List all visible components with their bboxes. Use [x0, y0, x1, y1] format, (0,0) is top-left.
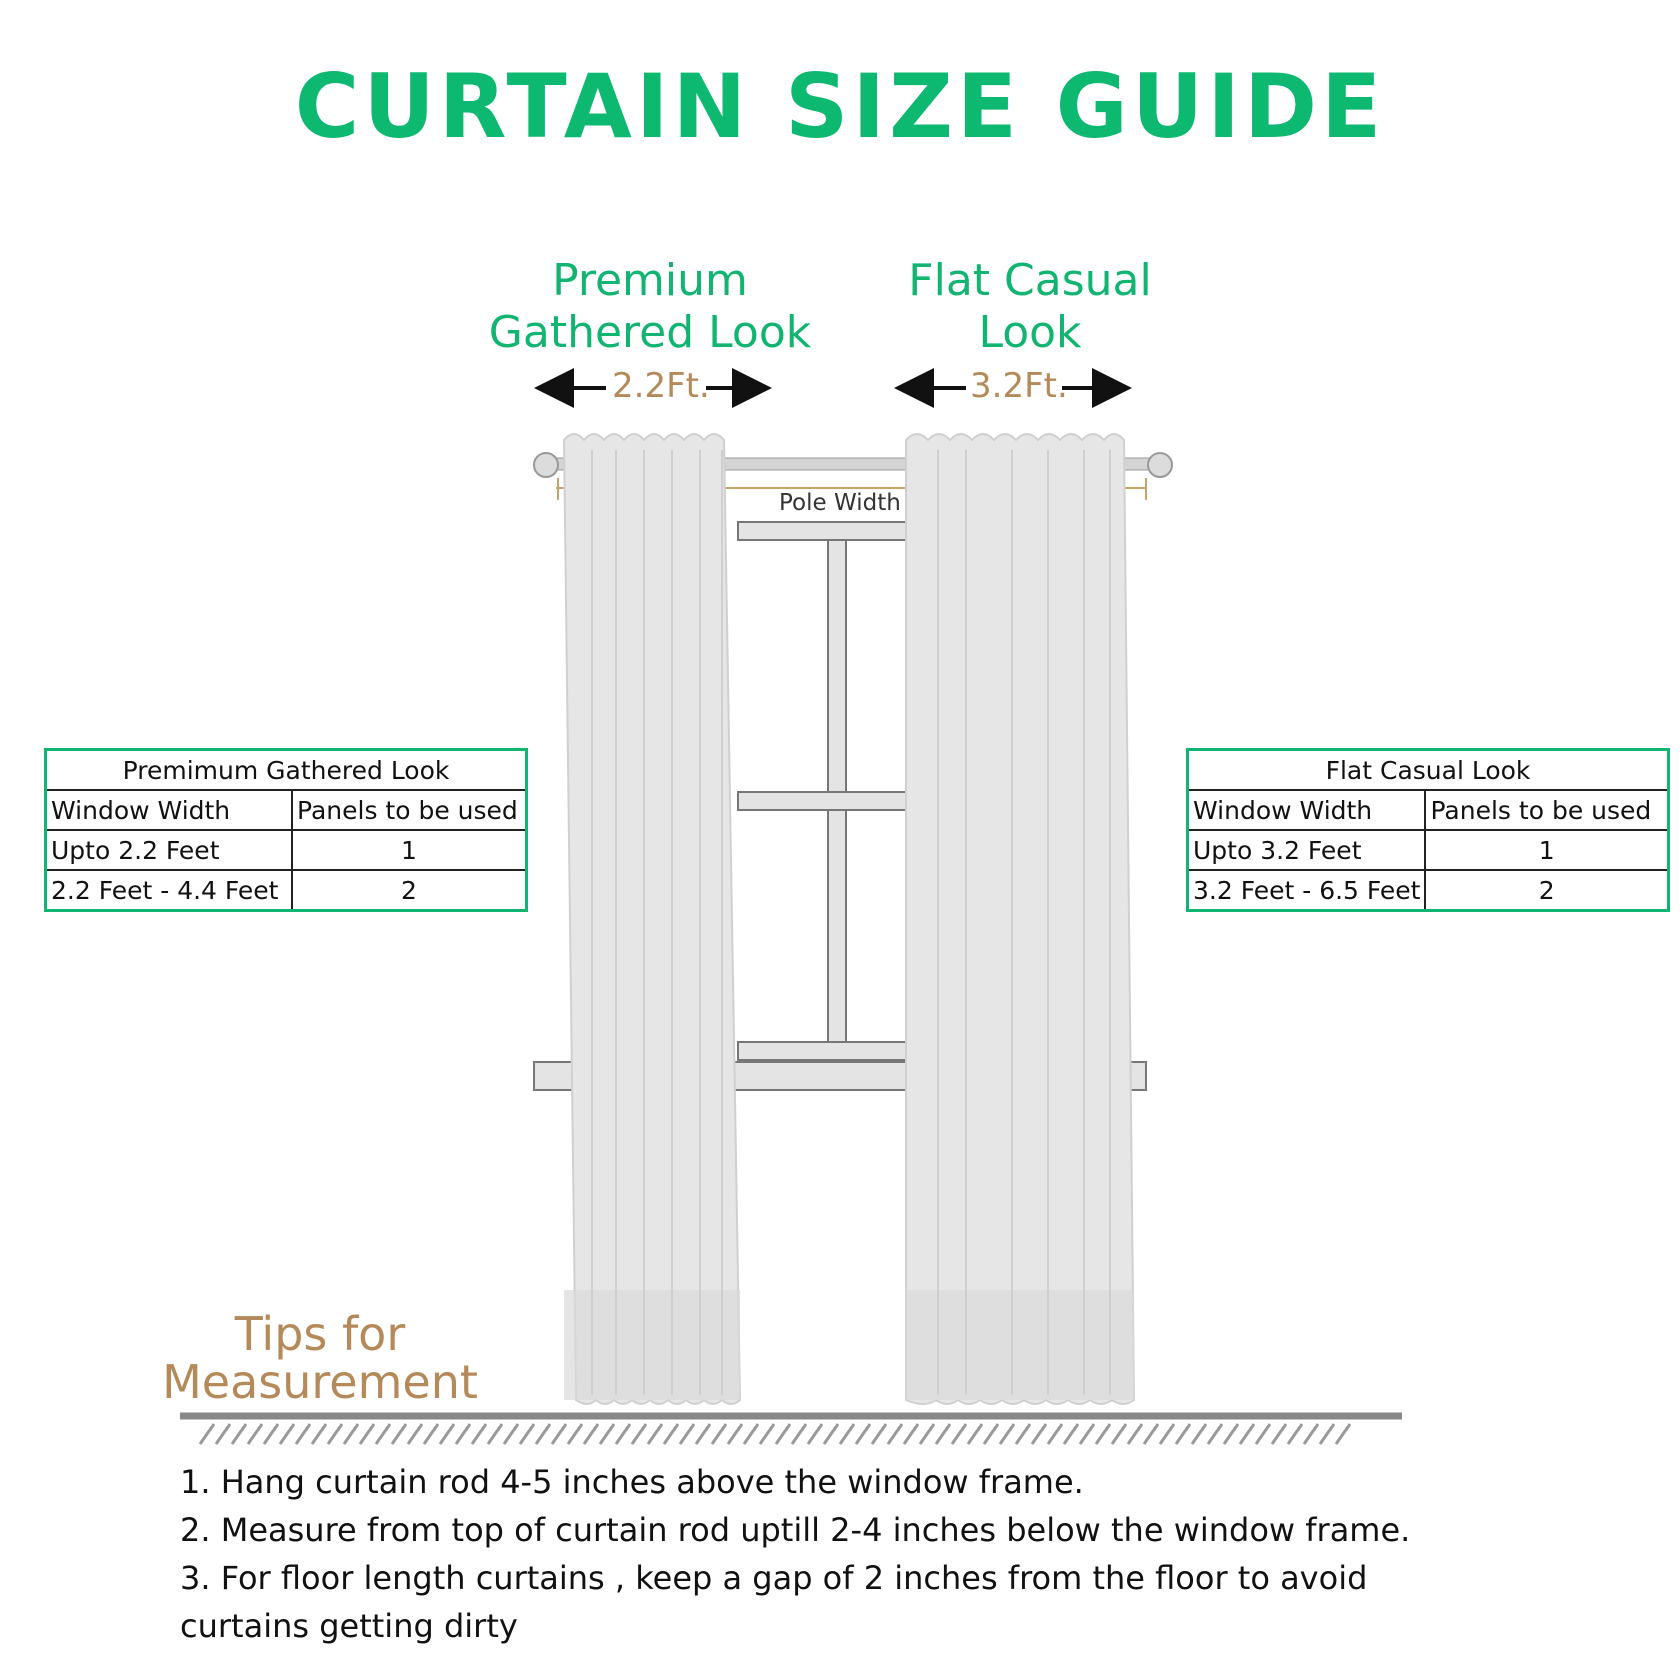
tips-heading-line1: Tips for: [234, 1307, 406, 1361]
floor-hatch-mark: [1224, 1424, 1238, 1444]
floor-hatch-mark: [840, 1424, 854, 1444]
floor-hatch-mark: [440, 1424, 454, 1444]
premium-look-table: [44, 748, 528, 912]
floor-hatch-mark: [424, 1424, 438, 1444]
floor-hatch-mark: [200, 1424, 214, 1444]
flat-table-header-panels: Panels to be used: [1425, 790, 1668, 830]
floor-hatch-mark: [664, 1424, 678, 1444]
premium-look-label-line2: Gathered Look: [488, 307, 812, 358]
floor-hatch-mark: [904, 1424, 918, 1444]
flat-row2-panels: 2: [1425, 870, 1668, 911]
floor-hatch-mark: [1304, 1424, 1318, 1444]
floor-hatch-mark: [680, 1424, 694, 1444]
floor-hatch-mark: [376, 1424, 390, 1444]
table-row: [1188, 870, 1669, 911]
list-item: 1. Hang curtain rod 4-5 inches above the window frame.: [180, 1463, 1084, 1501]
floor-hatch-mark: [1160, 1424, 1174, 1444]
floor-hatch-mark: [1320, 1424, 1334, 1444]
floor-hatch-mark: [936, 1424, 950, 1444]
floor-hatch-mark: [824, 1424, 838, 1444]
page-title: CURTAIN SIZE GUIDE: [294, 55, 1386, 158]
floor-hatch-mark: [1192, 1424, 1206, 1444]
floor-hatch-mark: [392, 1424, 406, 1444]
floor-hatch-mark: [984, 1424, 998, 1444]
floor-hatch-mark: [472, 1424, 486, 1444]
floor-hatch-mark: [296, 1424, 310, 1444]
flat-width-value: 3.2Ft.: [970, 366, 1068, 406]
floor-hatch-mark: [1096, 1424, 1110, 1444]
floor-hatch-mark: [872, 1424, 886, 1444]
floor-hatch-mark: [1016, 1424, 1030, 1444]
premium-row1-panels: 1: [292, 830, 527, 870]
flat-look-table: [1186, 748, 1670, 912]
premium-width-value: 2.2Ft.: [612, 366, 710, 406]
tips-heading-line2: Measurement: [162, 1355, 478, 1409]
floor-hatch-mark: [632, 1424, 646, 1444]
floor-hatch-mark: [1000, 1424, 1014, 1444]
list-item: curtains getting dirty: [180, 1607, 518, 1645]
floor-hatch-mark: [1112, 1424, 1126, 1444]
floor-hatch-mark: [568, 1424, 582, 1444]
premium-look-label-line1: Premium: [552, 255, 748, 306]
premium-table-caption: Premimum Gathered Look: [46, 750, 527, 791]
floor-hatch-mark: [456, 1424, 470, 1444]
floor-hatch-mark: [1048, 1424, 1062, 1444]
pole-width-label: Pole Width: [776, 490, 904, 516]
flat-row2-width: 3.2 Feet - 6.5 Feet: [1188, 870, 1426, 911]
floor-hatch-mark: [1080, 1424, 1094, 1444]
table-row: [46, 870, 527, 911]
list-item: 2. Measure from top of curtain rod uptill 2-4 inches below the window frame.: [180, 1511, 1411, 1549]
floor-hatch-mark: [712, 1424, 726, 1444]
floor-hatch-mark: [248, 1424, 262, 1444]
floor-hatch-mark: [264, 1424, 278, 1444]
floor-hatch-mark: [1272, 1424, 1286, 1444]
floor-hatch-mark: [584, 1424, 598, 1444]
tips-heading: [150, 1307, 490, 1409]
floor-hatch-mark: [1176, 1424, 1190, 1444]
floor-hatch-mark: [1208, 1424, 1222, 1444]
floor-hatch-mark: [408, 1424, 422, 1444]
flat-table-header-width: Window Width: [1188, 790, 1426, 830]
floor-hatch-mark: [328, 1424, 342, 1444]
floor-hatch-mark: [776, 1424, 790, 1444]
floor-hatch-mark: [728, 1424, 742, 1444]
premium-table-header-width: Window Width: [46, 790, 293, 830]
flat-curtain-panel: [906, 434, 1134, 1404]
floor-hatch-mark: [1144, 1424, 1158, 1444]
premium-row2-panels: 2: [292, 870, 527, 911]
flat-row1-panels: 1: [1425, 830, 1668, 870]
list-item: 3. For floor length curtains , keep a gap of 2 inches from the floor to avoid: [180, 1559, 1368, 1597]
tips-list: [180, 1458, 1580, 1650]
floor-hatch-mark: [488, 1424, 502, 1444]
floor-hatch-mark: [1032, 1424, 1046, 1444]
floor-hatch-mark: [536, 1424, 550, 1444]
floor-hatch-mark: [792, 1424, 806, 1444]
floor-hatch-mark: [1064, 1424, 1078, 1444]
floor-hatch-mark: [696, 1424, 710, 1444]
floor-hatch-mark: [312, 1424, 326, 1444]
floor-hatch-mark: [232, 1424, 246, 1444]
flat-look-label-line1: Flat Casual: [908, 255, 1152, 306]
flat-look-label-line2: Look: [978, 307, 1082, 358]
floor-hatch-mark: [616, 1424, 630, 1444]
floor-hatch-mark: [344, 1424, 358, 1444]
floor-hatch-mark: [1336, 1424, 1350, 1444]
premium-table-header-panels: Panels to be used: [292, 790, 527, 830]
floor-hatch-mark: [216, 1424, 230, 1444]
floor-hatch-mark: [760, 1424, 774, 1444]
floor-hatch-mark: [968, 1424, 982, 1444]
floor-hatch-mark: [1128, 1424, 1142, 1444]
floor-hatch-mark: [1288, 1424, 1302, 1444]
premium-curtain-panel: [564, 434, 740, 1404]
floor-hatch-mark: [808, 1424, 822, 1444]
floor-hatch-mark: [648, 1424, 662, 1444]
table-row: [46, 830, 527, 870]
premium-row2-width: 2.2 Feet - 4.4 Feet: [46, 870, 293, 911]
floor-hatch-mark: [360, 1424, 374, 1444]
flat-table-caption: Flat Casual Look: [1188, 750, 1669, 791]
floor-hatch-mark: [952, 1424, 966, 1444]
floor: [180, 1416, 1402, 1444]
table-row: [1188, 830, 1669, 870]
floor-hatch-mark: [1256, 1424, 1270, 1444]
floor-hatch-mark: [888, 1424, 902, 1444]
floor-hatch-mark: [280, 1424, 294, 1444]
floor-hatch-mark: [920, 1424, 934, 1444]
floor-hatch-mark: [1240, 1424, 1254, 1444]
floor-hatch-mark: [600, 1424, 614, 1444]
floor-hatch-mark: [552, 1424, 566, 1444]
floor-hatch-mark: [856, 1424, 870, 1444]
flat-row1-width: Upto 3.2 Feet: [1188, 830, 1426, 870]
floor-hatch-mark: [504, 1424, 518, 1444]
floor-hatch-mark: [744, 1424, 758, 1444]
floor-hatch-mark: [520, 1424, 534, 1444]
premium-row1-width: Upto 2.2 Feet: [46, 830, 293, 870]
